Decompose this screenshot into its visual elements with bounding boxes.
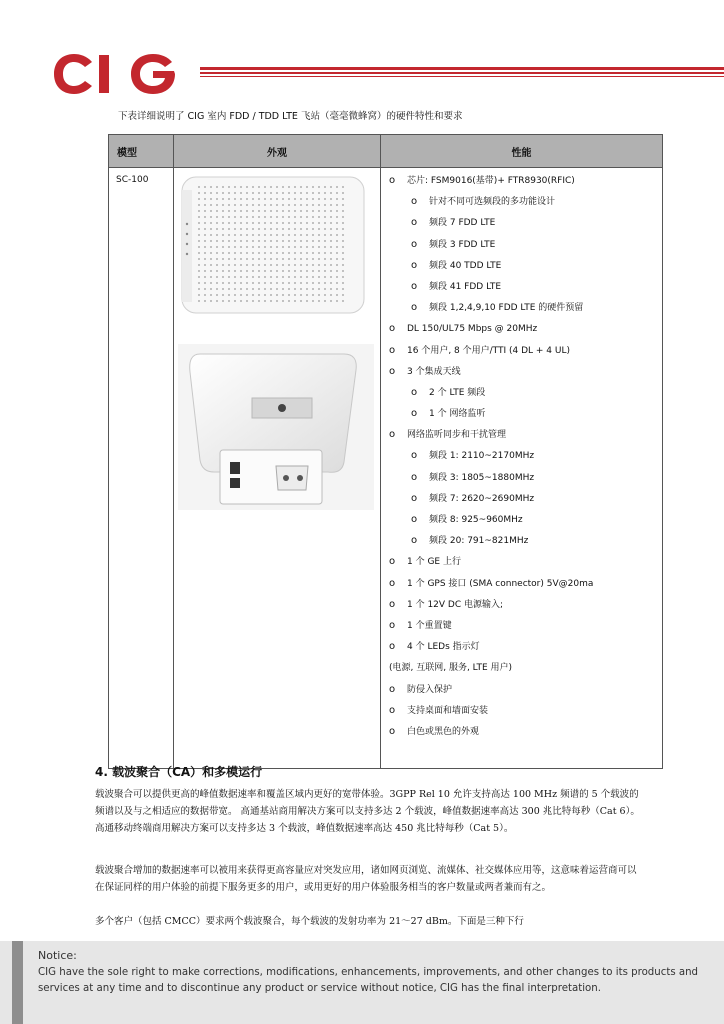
notice-bar (12, 941, 23, 1024)
bullet-icon: o (411, 535, 418, 547)
bullet-icon: o (389, 429, 396, 441)
feature-item (387, 555, 662, 576)
feature-item (387, 534, 662, 555)
col-header-model: 模型 (109, 135, 174, 168)
feature-text: 1 个 GPS 接口 (SMA connector) 5V@20ma (407, 578, 594, 589)
model-cell (109, 168, 174, 769)
bullet-icon: o (389, 683, 396, 695)
feature-item (387, 428, 662, 449)
bullet-icon: o (411, 408, 418, 420)
feature-text: DL 150/UL75 Mbps @ 20MHz (407, 324, 538, 335)
section-heading: 4. 载波聚合（CA）和多模运行 (95, 765, 263, 779)
feature-text: 白色或黑色的外观 (407, 726, 480, 737)
feature-item (387, 577, 662, 598)
feature-text: (电源, 互联网, 服务, LTE 用户) (389, 663, 513, 674)
feature-text: 网络监听同步和干扰管理 (407, 430, 507, 441)
feature-item (387, 238, 662, 259)
bullet-icon: o (411, 238, 418, 250)
section-paragraph-1: 载波聚合可以提供更高的峰值数据速率和覆盖区域内更好的宽带体验。3GPP Rel 10 允许支持高达 100 MHz 频谱的 5 个载波的频谱以及与之相适应的数据带宽。 高通基站商用解决方案可以支持多达 2 个载波，峰值数据速率高达 300 兆比特每秒（Cat 6）。高通移动终端商用解决方案可以支持多达 3 个载波，峰值数据速率高达 450 兆比特每秒（Cat 5）。 (95, 789, 640, 834)
feature-item (387, 619, 662, 640)
table-intro: 下表详细说明了 CIG 室内 FDD / TDD LTE 飞站（毫毫微蜂窝）的硬件特性和要求 (118, 111, 463, 122)
bullet-icon: o (411, 196, 418, 208)
bullet-icon: o (411, 302, 418, 314)
bullet-icon: o (411, 514, 418, 525)
feature-text: 支持桌面和墙面安装 (407, 705, 489, 716)
bullet-icon: o (389, 704, 396, 716)
col-header-appearance: 外观 (174, 135, 381, 168)
section-paragraph-2: 载波聚合增加的数据速率可以被用来获得更高容量应对突发应用，诸如网页浏览、流媒体、社交媒体应用等，这意味着运营商可以在保证同样的用户体验的前提下服务更多的用户，或用更好的用户体验服务相当的客户数量或两者兼而有之。 (95, 865, 637, 893)
appearance-cell (174, 168, 381, 769)
feature-text: 3 个集成天线 (407, 366, 461, 377)
bullet-icon: o (411, 280, 418, 292)
feature-item (387, 492, 662, 513)
feature-text: 频段 7: 2620~2690MHz (429, 493, 535, 504)
feature-item (387, 386, 662, 407)
feature-text: 1 个 GE 上行 (407, 557, 461, 568)
device-back-image (178, 344, 374, 510)
feature-item (387, 301, 662, 322)
bullet-icon: o (389, 641, 396, 653)
feature-item (387, 661, 662, 682)
device-images (178, 172, 374, 512)
feature-item (387, 365, 662, 386)
bullet-icon: o (389, 598, 396, 610)
performance-cell (381, 168, 663, 769)
feature-text: 防侵入保护 (407, 684, 453, 695)
feature-item (387, 449, 662, 470)
feature-text: 频段 3 FDD LTE (429, 239, 496, 250)
feature-text: 频段 20: 791~821MHz (429, 536, 529, 547)
bullet-icon: o (411, 217, 418, 229)
feature-text: 1 个重置键 (407, 620, 452, 631)
notice-text: CIG have the sole right to make corrections, modifications, enhancements, improvements, and other changes to its products and services at any time and to discontinue any product or service without notice, CIG has the final interpretation. (38, 967, 699, 994)
feature-item (387, 216, 662, 237)
feature-text: 2 个 LTE 频段 (429, 387, 486, 398)
header-rule-top (200, 67, 724, 70)
feature-item (387, 259, 662, 280)
feature-text: 频段 1: 2110~2170MHz (429, 451, 535, 462)
bullet-icon: o (411, 471, 418, 483)
model-name: SC-100 (116, 175, 149, 185)
feature-item (387, 640, 662, 661)
device-front-image (182, 177, 364, 313)
bullet-icon: o (389, 577, 396, 589)
feature-item (387, 407, 662, 428)
feature-text: 频段 7 FDD LTE (429, 218, 496, 229)
bullet-icon: o (389, 365, 396, 377)
notice-box (0, 941, 724, 1024)
bullet-icon: o (389, 323, 396, 335)
feature-text: 1 个 12V DC 电源输入; (407, 599, 504, 610)
feature-text: 芯片: FSM9016(基带)+ FTR8930(RFIC) (407, 176, 575, 186)
feature-text: 频段 41 FDD LTE (429, 281, 502, 292)
bullet-icon: o (389, 725, 396, 737)
feature-item (387, 344, 662, 365)
feature-item (387, 322, 662, 343)
feature-item (387, 704, 662, 725)
feature-list (381, 168, 662, 746)
feature-item (387, 598, 662, 619)
bullet-icon: o (411, 450, 418, 462)
feature-item (387, 683, 662, 704)
spec-table (108, 134, 663, 769)
feature-text: 针对不同可选频段的多功能设计 (429, 197, 556, 208)
bullet-icon: o (411, 259, 418, 271)
header-rule-middle (200, 72, 724, 74)
col-header-performance: 性能 (381, 135, 663, 168)
bullet-icon: o (411, 492, 418, 504)
notice-title: Notice: (38, 949, 77, 962)
feature-item (387, 471, 662, 492)
bullet-icon: o (389, 344, 396, 356)
feature-text: 频段 8: 925~960MHz (429, 515, 523, 525)
feature-text: 频段 40 TDD LTE (429, 260, 502, 271)
section-paragraph-3: 多个客户（包括 CMCC）要求两个载波聚合，每个载波的发射功率为 21～27 dBm。下面是三种下行 (95, 916, 524, 927)
feature-text: 16 个用户, 8 个用户/TTI (4 DL + 4 UL) (407, 345, 571, 356)
bullet-icon: o (389, 556, 396, 568)
feature-item (387, 195, 662, 216)
feature-text: 频段 1,2,4,9,10 FDD LTE 的硬件预留 (429, 303, 584, 314)
feature-item (387, 280, 662, 301)
feature-item (387, 513, 662, 534)
bullet-icon: o (389, 619, 396, 631)
bullet-icon: o (389, 175, 396, 186)
feature-item (387, 174, 662, 195)
feature-text: 4 个 LEDs 指示灯 (407, 642, 480, 653)
feature-text: 频段 3: 1805~1880MHz (429, 472, 535, 483)
feature-item (387, 725, 662, 746)
header-rule-bottom (200, 76, 724, 77)
bullet-icon: o (411, 386, 418, 398)
cig-logo (54, 54, 176, 94)
feature-text: 1 个 网络监听 (429, 409, 486, 420)
